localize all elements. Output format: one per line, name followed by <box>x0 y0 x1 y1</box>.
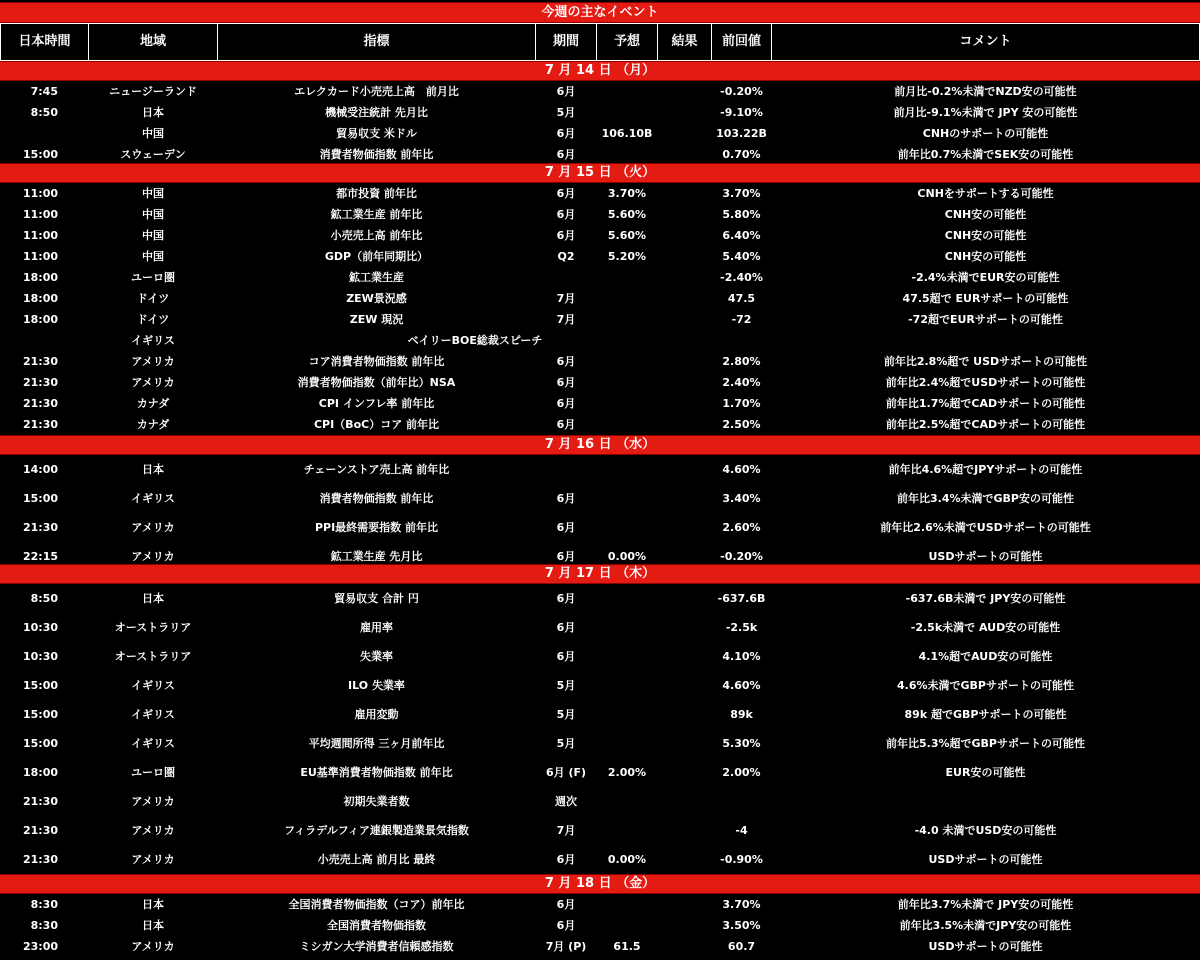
event-row <box>0 267 1200 288</box>
cell-region: ドイツ <box>136 313 170 326</box>
cell-previous: 3.70% <box>722 187 761 200</box>
cell-indicator: 都市投資 前年比 <box>336 187 417 200</box>
cell-time: 7:45 <box>30 85 58 98</box>
cell-region: 中国 <box>142 187 164 200</box>
cell-indicator: EU基準消費者物価指数 前年比 <box>300 766 453 779</box>
cell-time: 21:30 <box>22 521 58 534</box>
cell-previous: 3.40% <box>722 492 761 505</box>
cell-region: アメリカ <box>131 376 175 389</box>
cell-period: 7月 <box>556 292 576 305</box>
cell-previous: -72 <box>731 313 752 326</box>
cell-region: 日本 <box>142 463 164 476</box>
cell-comment: 前年比5.3%超でGBPサポートの可能性 <box>886 737 1085 750</box>
event-row <box>0 816 1200 845</box>
cell-region: 中国 <box>142 208 164 221</box>
cell-time: 21:30 <box>22 824 58 837</box>
cell-period: 6月 <box>556 418 576 431</box>
cell-previous: 2.00% <box>722 766 761 779</box>
cell-indicator: 貿易収支 合計 円 <box>334 592 419 605</box>
cell-previous: 5.30% <box>722 737 761 750</box>
cell-region: ニュージーランド <box>109 85 197 98</box>
cell-previous: 5.40% <box>722 250 761 263</box>
cell-period: 6月 <box>556 592 576 605</box>
cell-time: 18:00 <box>22 292 58 305</box>
cell-indicator: エレクカード小売売上高 前月比 <box>294 85 459 98</box>
cell-period: 6月 <box>556 148 576 161</box>
cell-time: 21:30 <box>22 795 58 808</box>
cell-region: イギリス <box>131 334 175 347</box>
event-row <box>0 758 1200 787</box>
cell-time: 8:50 <box>30 106 58 119</box>
cell-time: 8:30 <box>30 898 58 911</box>
event-row <box>0 700 1200 729</box>
cell-period: 6月 <box>556 521 576 534</box>
cell-time: 18:00 <box>22 313 58 326</box>
cell-comment: 4.1%超でAUD安の可能性 <box>918 650 1053 663</box>
cell-indicator: 小売売上高 前月比 最終 <box>317 853 436 866</box>
cell-region: 中国 <box>142 250 164 263</box>
cell-region: アメリカ <box>131 824 175 837</box>
cell-region: 中国 <box>142 127 164 140</box>
cell-time: 10:30 <box>22 650 58 663</box>
cell-comment: CNHのサポートの可能性 <box>922 127 1049 140</box>
cell-time: 11:00 <box>22 250 58 263</box>
cell-indicator: 鉱工業生産 前年比 <box>330 208 423 221</box>
cell-previous: -9.10% <box>720 106 763 119</box>
cell-previous: -4 <box>735 824 748 837</box>
cell-region: カナダ <box>136 397 170 410</box>
cell-indicator: 消費者物価指数 前年比 <box>319 148 434 161</box>
cell-period: 5月 <box>556 708 576 721</box>
cell-forecast: 0.00% <box>607 853 647 866</box>
cell-previous: 4.60% <box>722 463 761 476</box>
cell-comment: 前年比1.7%超でCADサポートの可能性 <box>885 397 1086 410</box>
event-row <box>0 246 1200 267</box>
cell-forecast: 0.00% <box>607 550 647 563</box>
cell-comment: 前月比-0.2%未満でNZD安の可能性 <box>894 85 1077 98</box>
cell-forecast: 2.00% <box>607 766 647 779</box>
day-header: 7 月 14 日 （月） <box>0 61 1200 81</box>
cell-forecast: 106.10B <box>601 127 653 140</box>
cell-previous: -0.90% <box>720 853 763 866</box>
cell-previous: -0.20% <box>720 550 763 563</box>
cell-time: 18:00 <box>22 766 58 779</box>
cell-period: 6月 <box>556 208 576 221</box>
cell-previous: 3.70% <box>722 898 761 911</box>
event-row <box>0 204 1200 225</box>
cell-region: ドイツ <box>136 292 170 305</box>
cell-period: Q2 <box>557 250 575 263</box>
cell-indicator: 消費者物価指数 前年比 <box>319 492 434 505</box>
event-row <box>0 484 1200 513</box>
cell-region: ユーロ圏 <box>131 766 175 779</box>
cell-indicator: コア消費者物価指数 前年比 <box>308 355 445 368</box>
cell-region: 日本 <box>142 106 164 119</box>
cell-period: 6月 <box>556 550 576 563</box>
cell-indicator: 全国消費者物価指数 <box>327 919 426 932</box>
event-row <box>0 372 1200 393</box>
cell-region: 日本 <box>142 898 164 911</box>
cell-period: 7月 <box>556 313 576 326</box>
cell-period: 6月 (F) <box>545 766 587 779</box>
cell-previous: 2.40% <box>722 376 761 389</box>
cell-indicator: 鉱工業生産 先月比 <box>330 550 423 563</box>
cell-indicator: 失業率 <box>360 650 393 663</box>
cell-period: 6月 <box>556 650 576 663</box>
cell-indicator: ZEW 現況 <box>349 313 404 326</box>
header-time: 日本時間 <box>0 23 89 61</box>
cell-comment: 前年比2.4%超でUSDサポートの可能性 <box>885 376 1086 389</box>
cell-previous: 2.60% <box>722 521 761 534</box>
cell-comment: CNH安の可能性 <box>944 208 1027 221</box>
event-row <box>0 729 1200 758</box>
event-row <box>0 894 1200 915</box>
cell-comment: USDサポートの可能性 <box>928 940 1043 953</box>
cell-time: 14:00 <box>22 463 58 476</box>
cell-region: 中国 <box>142 229 164 242</box>
event-row <box>0 330 1200 351</box>
cell-indicator: ミシガン大学消費者信頼感指数 <box>299 940 454 953</box>
cell-region: イギリス <box>131 492 175 505</box>
cell-time: 15:00 <box>22 708 58 721</box>
cell-previous: 3.50% <box>722 919 761 932</box>
cell-period: 6月 <box>556 919 576 932</box>
event-row <box>0 787 1200 816</box>
cell-previous: 4.60% <box>722 679 761 692</box>
cell-time: 22:15 <box>22 550 58 563</box>
cell-period: 6月 <box>556 127 576 140</box>
event-row <box>0 584 1200 613</box>
cell-previous: 4.10% <box>722 650 761 663</box>
event-row <box>0 936 1200 957</box>
cell-time: 11:00 <box>22 208 58 221</box>
cell-period: 6月 <box>556 355 576 368</box>
cell-time: 8:30 <box>30 919 58 932</box>
cell-region: アメリカ <box>131 853 175 866</box>
cell-time: 10:30 <box>22 621 58 634</box>
cell-time: 15:00 <box>22 492 58 505</box>
cell-comment: 4.6%未満でGBPサポートの可能性 <box>897 679 1074 692</box>
header-indicator: 指標 <box>217 23 536 61</box>
cell-time: 21:30 <box>22 418 58 431</box>
cell-indicator: 小売売上高 前年比 <box>330 229 423 242</box>
cell-comment: 前年比2.8%超で USDサポートの可能性 <box>883 355 1088 368</box>
cell-time: 21:30 <box>22 853 58 866</box>
cell-time: 11:00 <box>22 187 58 200</box>
header-comment: コメント <box>771 23 1200 61</box>
cell-previous: -637.6B <box>717 592 766 605</box>
cell-period: 6月 <box>556 229 576 242</box>
event-row <box>0 642 1200 671</box>
cell-period: 6月 <box>556 898 576 911</box>
cell-indicator: 平均週間所得 三ヶ月前年比 <box>308 737 445 750</box>
event-row <box>0 393 1200 414</box>
event-row <box>0 288 1200 309</box>
cell-time: 8:50 <box>30 592 58 605</box>
cell-comment: EUR安の可能性 <box>945 766 1026 779</box>
cell-region: アメリカ <box>131 940 175 953</box>
cell-time: 15:00 <box>22 679 58 692</box>
cell-region: 日本 <box>142 592 164 605</box>
cell-comment: USDサポートの可能性 <box>928 853 1043 866</box>
event-row <box>0 123 1200 144</box>
cell-region: オーストラリア <box>114 650 192 663</box>
cell-region: オーストラリア <box>114 621 192 634</box>
cell-period: 6月 <box>556 376 576 389</box>
cell-indicator: 初期失業者数 <box>343 795 410 808</box>
cell-period: 6月 <box>556 621 576 634</box>
cell-region: ユーロ圏 <box>131 271 175 284</box>
cell-region: アメリカ <box>131 355 175 368</box>
cell-previous: 0.70% <box>722 148 761 161</box>
cell-previous: 2.80% <box>722 355 761 368</box>
cell-indicator: フィラデルフィア連銀製造業景気指数 <box>284 824 469 837</box>
cell-forecast: 5.60% <box>607 229 647 242</box>
cell-time: 11:00 <box>22 229 58 242</box>
event-row <box>0 102 1200 123</box>
cell-previous: 6.40% <box>722 229 761 242</box>
cell-previous: -2.40% <box>720 271 763 284</box>
cell-previous: 103.22B <box>716 127 767 140</box>
cell-previous: 89k <box>730 708 753 721</box>
cell-indicator: CPI（BoC）コア 前年比 <box>313 418 440 431</box>
cell-time: 21:30 <box>22 397 58 410</box>
cell-indicator: 雇用率 <box>360 621 393 634</box>
cell-comment: 前年比2.6%未満でUSDサポートの可能性 <box>880 521 1091 534</box>
event-row <box>0 81 1200 102</box>
day-header: 7 月 18 日 （金） <box>0 874 1200 894</box>
cell-region: スウェーデン <box>120 148 186 161</box>
cell-comment: CNH安の可能性 <box>944 250 1027 263</box>
cell-time: 23:00 <box>22 940 58 953</box>
cell-comment: -4.0 未満でUSD安の可能性 <box>914 824 1057 837</box>
cell-period: 5月 <box>556 679 576 692</box>
cell-indicator: 機械受注統計 先月比 <box>325 106 428 119</box>
cell-comment: 前月比-9.1%未満で JPY 安の可能性 <box>893 106 1078 119</box>
cell-region: アメリカ <box>131 550 175 563</box>
cell-forecast: 5.60% <box>607 208 647 221</box>
cell-period: 週次 <box>555 795 577 808</box>
cell-forecast: 3.70% <box>607 187 647 200</box>
event-row <box>0 613 1200 642</box>
cell-indicator: 消費者物価指数（前年比）NSA <box>297 376 456 389</box>
header-region: 地域 <box>88 23 218 61</box>
cell-region: カナダ <box>136 418 170 431</box>
cell-comment: 前年比3.7%未満で JPY安の可能性 <box>897 898 1074 911</box>
cell-time: 18:00 <box>22 271 58 284</box>
cell-indicator: 全国消費者物価指数（コア）前年比 <box>288 898 465 911</box>
sheet-title: 今週の主なイベント <box>0 2 1200 23</box>
cell-period: 6月 <box>556 187 576 200</box>
cell-forecast: 61.5 <box>613 940 641 953</box>
cell-indicator: ZEW景況感 <box>346 292 407 305</box>
cell-previous: 60.7 <box>727 940 756 953</box>
cell-previous: 1.70% <box>722 397 761 410</box>
cell-indicator: ベイリーBOE総裁スピーチ <box>407 334 543 347</box>
header-result: 結果 <box>657 23 712 61</box>
cell-comment: -2.5k未満で AUD安の可能性 <box>910 621 1061 634</box>
cell-indicator: CPI インフレ率 前年比 <box>318 397 435 410</box>
header-period: 期間 <box>535 23 597 61</box>
cell-comment: 前年比3.5%未満でJPY安の可能性 <box>899 919 1072 932</box>
header-previous: 前回値 <box>711 23 772 61</box>
event-row <box>0 845 1200 874</box>
cell-indicator: 鉱工業生産 <box>349 271 404 284</box>
day-header: 7 月 17 日 （木） <box>0 564 1200 584</box>
cell-previous: 47.5 <box>727 292 756 305</box>
event-row <box>0 455 1200 484</box>
cell-region: イギリス <box>131 708 175 721</box>
cell-period: 6月 <box>556 397 576 410</box>
cell-comment: USDサポートの可能性 <box>928 550 1043 563</box>
cell-indicator: 貿易収支 米ドル <box>336 127 417 140</box>
cell-comment: 89k 超でGBPサポートの可能性 <box>904 708 1067 721</box>
cell-indicator: チェーンストア売上高 前年比 <box>303 463 450 476</box>
day-header: 7 月 15 日 （火） <box>0 163 1200 183</box>
cell-time: 21:30 <box>22 355 58 368</box>
cell-indicator: GDP（前年同期比） <box>324 250 429 263</box>
cell-period: 7月 (P) <box>545 940 587 953</box>
cell-period: 6月 <box>556 853 576 866</box>
cell-comment: 前年比3.4%未満でGBP安の可能性 <box>897 492 1074 505</box>
cell-time: 21:30 <box>22 376 58 389</box>
cell-comment: -2.4%未満でEUR安の可能性 <box>911 271 1060 284</box>
event-row <box>0 225 1200 246</box>
cell-period: 5月 <box>556 737 576 750</box>
cell-comment: -72超でEURサポートの可能性 <box>908 313 1063 326</box>
event-row <box>0 183 1200 204</box>
cell-period: 7月 <box>556 824 576 837</box>
cell-comment: 47.5超で EURサポートの可能性 <box>902 292 1069 305</box>
cell-forecast: 5.20% <box>607 250 647 263</box>
cell-previous: 5.80% <box>722 208 761 221</box>
cell-comment: CNH安の可能性 <box>944 229 1027 242</box>
cell-comment: CNHをサポートする可能性 <box>917 187 1054 200</box>
cell-period: 5月 <box>556 106 576 119</box>
day-header: 7 月 16 日 （水） <box>0 435 1200 455</box>
cell-comment: 前年比4.6%超でJPYサポートの可能性 <box>888 463 1083 476</box>
cell-indicator: 雇用変動 <box>354 708 399 721</box>
cell-comment: -637.6B未満で JPY安の可能性 <box>905 592 1066 605</box>
cell-period: 6月 <box>556 492 576 505</box>
cell-period: 6月 <box>556 85 576 98</box>
cell-region: アメリカ <box>131 795 175 808</box>
cell-region: イギリス <box>131 679 175 692</box>
cell-indicator: ILO 失業率 <box>348 679 405 692</box>
cell-time: 15:00 <box>22 148 58 161</box>
header-row <box>0 23 1200 61</box>
cell-region: アメリカ <box>131 521 175 534</box>
cell-previous: 2.50% <box>722 418 761 431</box>
event-row <box>0 351 1200 372</box>
event-row <box>0 915 1200 936</box>
event-row <box>0 414 1200 435</box>
header-forecast: 予想 <box>596 23 658 61</box>
cell-previous: -0.20% <box>720 85 763 98</box>
cell-indicator: PPI最終需要指数 前年比 <box>314 521 439 534</box>
event-row <box>0 309 1200 330</box>
cell-previous: -2.5k <box>725 621 758 634</box>
event-row <box>0 144 1200 165</box>
event-row <box>0 513 1200 542</box>
event-row <box>0 671 1200 700</box>
cell-comment: 前年比2.5%超でCADサポートの可能性 <box>885 418 1086 431</box>
cell-region: 日本 <box>142 919 164 932</box>
cell-region: イギリス <box>131 737 175 750</box>
cell-time: 15:00 <box>22 737 58 750</box>
cell-comment: 前年比0.7%未満でSEK安の可能性 <box>897 148 1074 161</box>
